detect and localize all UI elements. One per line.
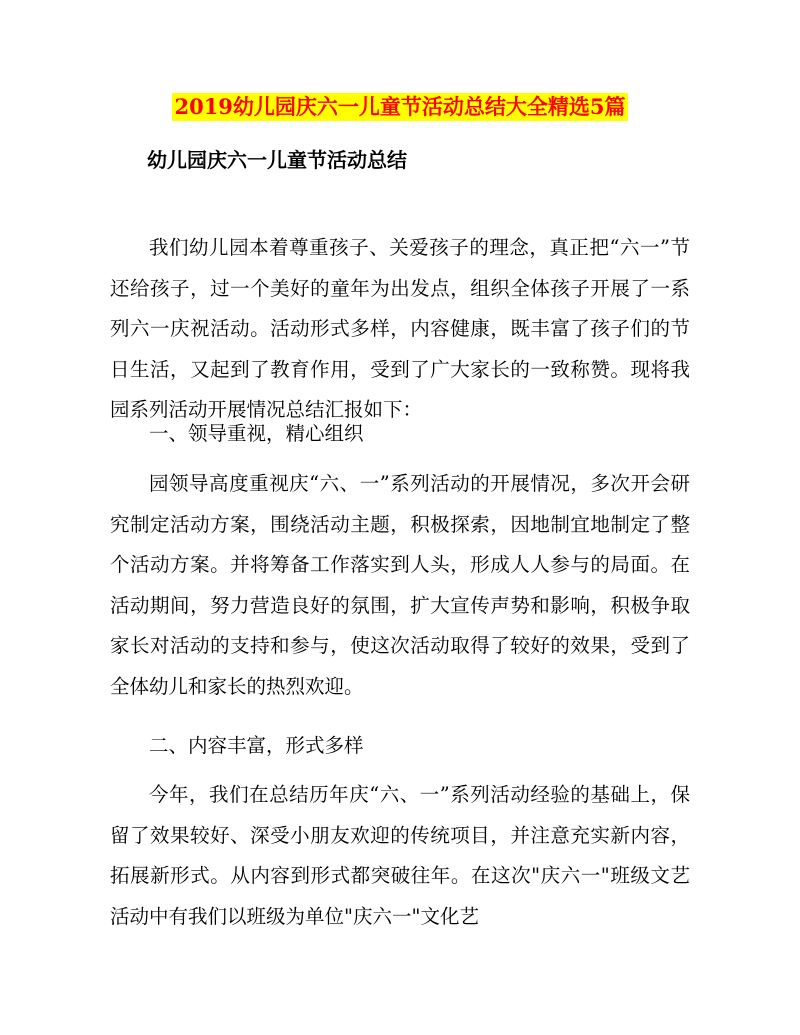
body-paragraph: 园领导高度重视庆“六、一”系列活动的开展情况，多次开会研究制定活动方案，围绕活动主题，积极探索，因地制宜地制定了整个活动方案。并将筹备工作落实到人头，形成人人参与的局面。在活动期间，努力营造良好的氛围，扩大宣传声势和影响，积极争取家长对活动的支持和参与，使这次活动取得了较好的效果，受到了全体幼儿和家长的热烈欢迎。 [110, 472, 690, 698]
document-subtitle: 幼儿园庆六一儿童节活动总结 [147, 148, 407, 172]
document-title: 2019幼儿园庆六一儿童节活动总结大全精选5篇 [174, 94, 626, 119]
section-heading: 二、内容丰富，形式多样 [149, 734, 364, 757]
body-paragraph: 今年，我们在总结历年庆“六、一”系列活动经验的基础上，保留了效果较好、深受小朋友欢迎的传统项目，并注意充实新内容，拓展新形式。从内容到形式都突破往年。在这次"庆六一"班级文艺活动中有我们以班级为单位"庆六一"文化艺 [110, 783, 690, 928]
body-paragraph: 我们幼儿园本着尊重孩子、关爱孩子的理念，真正把“六一”节还给孩子，过一个美好的童年为出发点，组织全体孩子开展了一系列六一庆祝活动。活动形式多样，内容健康，既丰富了孩子们的节日生活，又起到了教育作用，受到了广大家长的一致称赞。现将我园系列活动开展情况总结汇报如下： [110, 236, 690, 421]
section-heading: 一、领导重视，精心组织 [149, 422, 364, 445]
title-container [0, 93, 800, 121]
